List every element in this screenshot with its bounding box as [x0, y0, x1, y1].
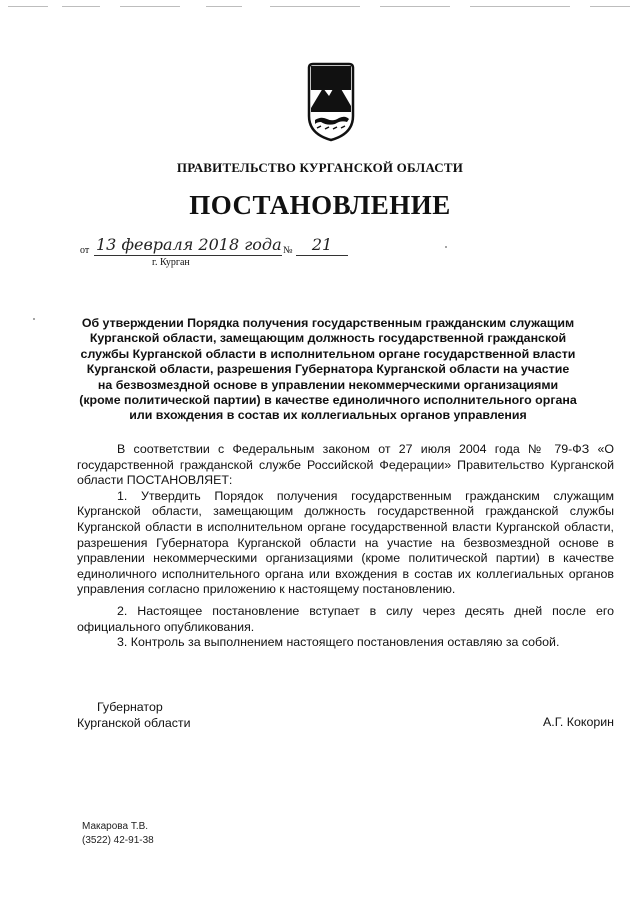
item-1-paragraph: 1. Утвердить Порядок получения государственным гражданским служащим Курганской области, замещающим должность государственной гражданской службы Курганской области в исполнительном органе государственной власти Курганской области, разрешения Губернатора Курганской области на участие на безвозмездной основе в управлении некоммерческими организациями (кроме политической партии) в качестве единоличного исполнительного органа или вхождения в состав их коллегиальных органов управления согласно приложению к настоящему постановлению. — [77, 488, 614, 597]
coat-of-arms-icon — [307, 62, 355, 142]
role-line-2: Курганской области — [77, 715, 191, 730]
handwritten-number: 21 — [296, 235, 348, 256]
government-name: ПРАВИТЕЛЬСТВО КУРГАНСКОЙ ОБЛАСТИ — [176, 160, 464, 175]
date-number-line — [80, 235, 360, 269]
resolution-body — [77, 442, 614, 651]
item-2-paragraph: 2. Настоящее постановление вступает в силу через десять дней после его официального опубликования. — [77, 603, 614, 634]
executor-name: Макарова Т.В. — [82, 821, 149, 832]
executor-phone: (3522) 42-91-38 — [82, 835, 154, 846]
resolution-title: Об утверждении Порядка получения государственным гражданским служащим Курганской области, замещающим должность государственной гражданской службы Курганской области в исполнительном органе государственной власти Курганской области, разрешения Губернатора Курганской области на участие на безвозмездной основе в управлении некоммерческими организациями (кроме политической партии) в качестве единоличного исполнительного органа или вхождения в состав их коллегиальных органов управления — [79, 316, 577, 423]
number-label: № — [283, 245, 293, 256]
handwritten-date: 13 февраля 2018 года — [96, 235, 282, 254]
role-line-1: Губернатор — [97, 700, 163, 714]
preamble-paragraph: В соответствии с Федеральным законом от 27 июля 2004 года № 79-ФЗ «О государственной гражданской службе Российской Федерации» Правительство Курганской области ПОСТАНОВЛЯЕТ: — [77, 442, 614, 488]
scan-speck — [445, 246, 447, 248]
executor-block — [82, 820, 154, 848]
city-label: г. Курган — [152, 257, 190, 268]
signatory-role — [77, 700, 191, 731]
scan-speck — [33, 318, 35, 320]
signatory-name: А.Г. Кокорин — [542, 715, 614, 729]
document-type: ПОСТАНОВЛЕНИЕ — [189, 190, 451, 220]
scan-artifact-line — [0, 0, 640, 12]
date-from-label: от — [80, 245, 90, 256]
item-3-paragraph: 3. Контроль за выполнением настоящего постановления оставляю за собой. — [117, 635, 560, 650]
